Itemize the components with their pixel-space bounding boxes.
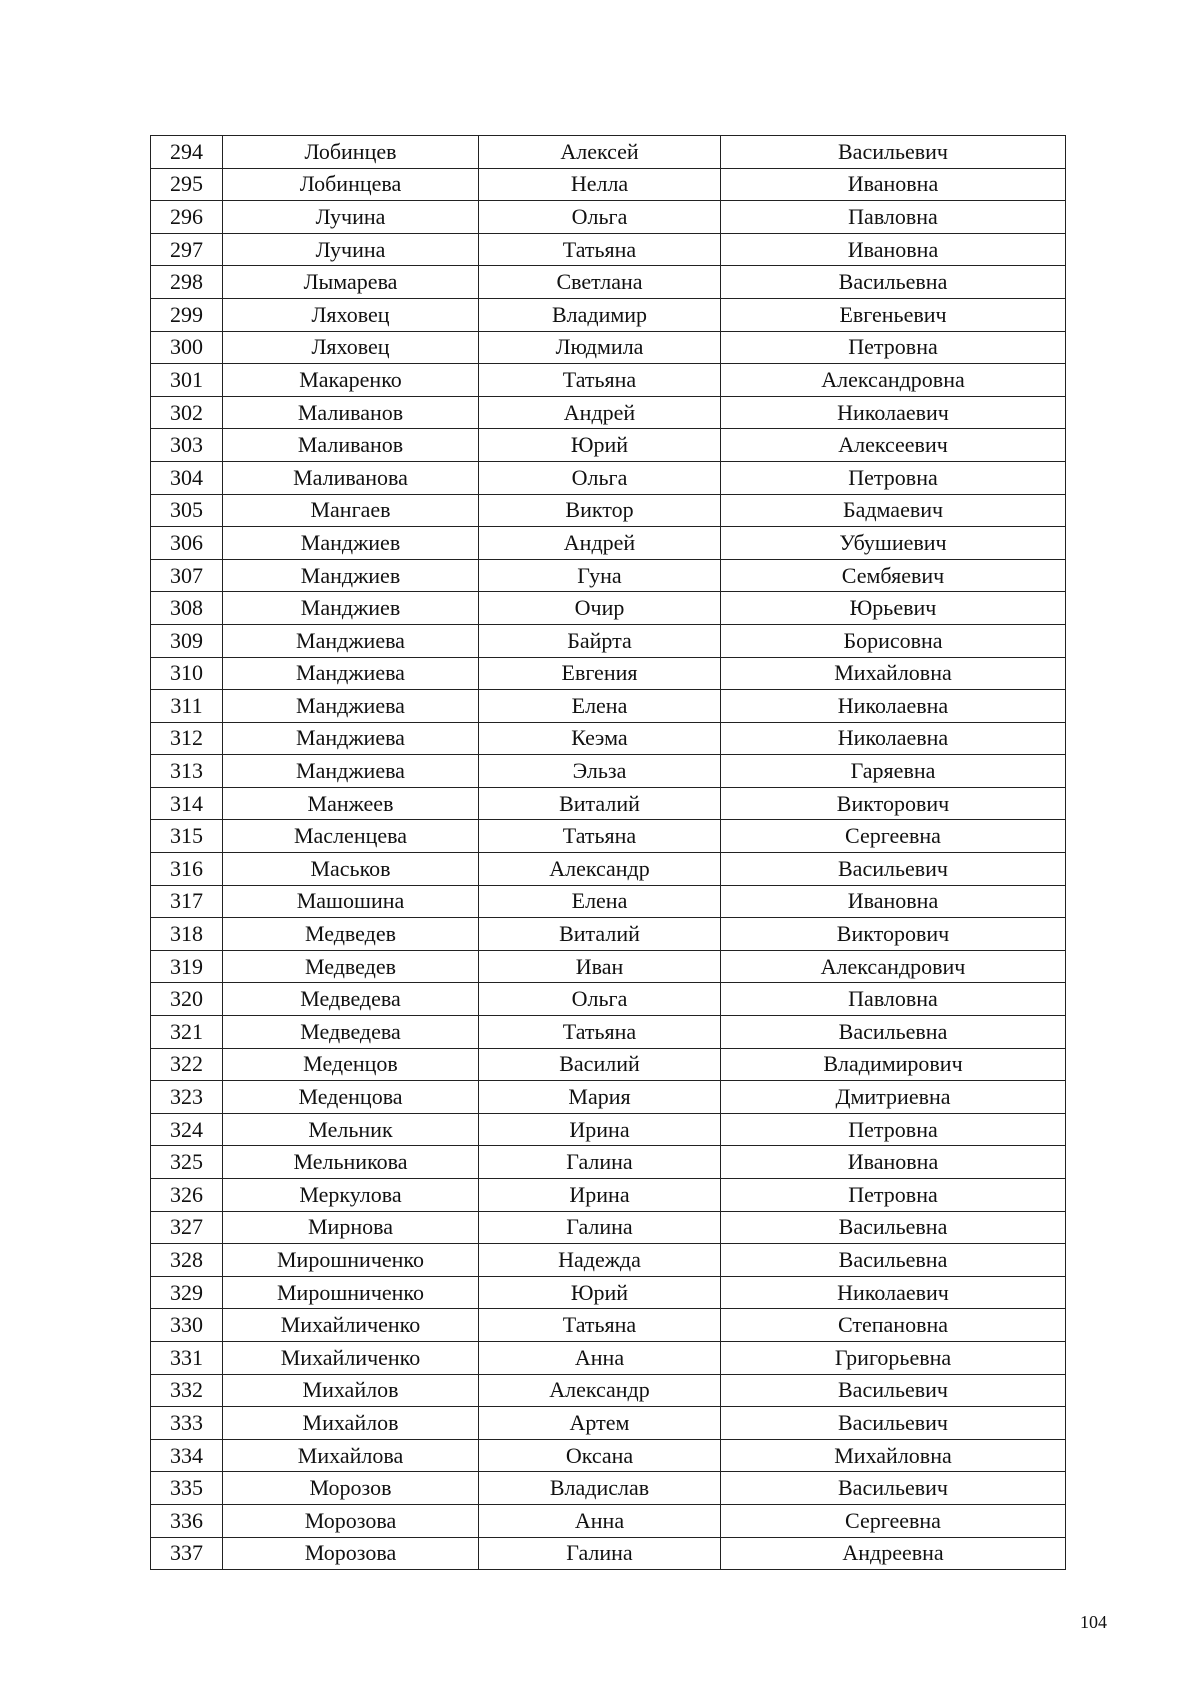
table-row <box>151 624 1066 657</box>
row-number-cell: 306 <box>151 527 223 560</box>
patronymic-cell: Васильевич <box>721 136 1066 169</box>
last-name-cell: Медведев <box>223 950 479 983</box>
first-name-cell: Виталий <box>479 918 721 951</box>
last-name-cell: Мангаев <box>223 494 479 527</box>
table-row <box>151 559 1066 592</box>
first-name-cell: Галина <box>479 1146 721 1179</box>
first-name-cell: Анна <box>479 1504 721 1537</box>
first-name-cell: Евгения <box>479 657 721 690</box>
first-name-cell: Светлана <box>479 266 721 299</box>
last-name-cell: Мирнова <box>223 1211 479 1244</box>
patronymic-cell: Гаряевна <box>721 755 1066 788</box>
table-row <box>151 755 1066 788</box>
first-name-cell: Ирина <box>479 1179 721 1212</box>
patronymic-cell: Павловна <box>721 201 1066 234</box>
first-name-cell: Татьяна <box>479 364 721 397</box>
last-name-cell: Мельникова <box>223 1146 479 1179</box>
table-row <box>151 1276 1066 1309</box>
last-name-cell: Лобинцева <box>223 168 479 201</box>
row-number-cell: 322 <box>151 1048 223 1081</box>
table-row <box>151 1081 1066 1114</box>
table-row <box>151 1374 1066 1407</box>
row-number-cell: 300 <box>151 331 223 364</box>
first-name-cell: Алексей <box>479 136 721 169</box>
last-name-cell: Ляховец <box>223 298 479 331</box>
patronymic-cell: Викторович <box>721 787 1066 820</box>
table-row <box>151 690 1066 723</box>
last-name-cell: Манджиев <box>223 592 479 625</box>
patronymic-cell: Борисовна <box>721 624 1066 657</box>
patronymic-cell: Петровна <box>721 461 1066 494</box>
table-row <box>151 1048 1066 1081</box>
table-row <box>151 983 1066 1016</box>
patronymic-cell: Убушиевич <box>721 527 1066 560</box>
patronymic-cell: Ивановна <box>721 233 1066 266</box>
last-name-cell: Манджиева <box>223 690 479 723</box>
table-row <box>151 1439 1066 1472</box>
row-number-cell: 333 <box>151 1407 223 1440</box>
first-name-cell: Василий <box>479 1048 721 1081</box>
row-number-cell: 320 <box>151 983 223 1016</box>
patronymic-cell: Николаевич <box>721 1276 1066 1309</box>
row-number-cell: 318 <box>151 918 223 951</box>
table-row <box>151 461 1066 494</box>
table-row <box>151 1407 1066 1440</box>
first-name-cell: Александр <box>479 853 721 886</box>
patronymic-cell: Николаевна <box>721 690 1066 723</box>
patronymic-cell: Александровна <box>721 364 1066 397</box>
patronymic-cell: Петровна <box>721 1113 1066 1146</box>
last-name-cell: Михайличенко <box>223 1341 479 1374</box>
last-name-cell: Михайлов <box>223 1407 479 1440</box>
last-name-cell: Маськов <box>223 853 479 886</box>
table-row <box>151 1504 1066 1537</box>
first-name-cell: Артем <box>479 1407 721 1440</box>
first-name-cell: Андрей <box>479 396 721 429</box>
patronymic-cell: Дмитриевна <box>721 1081 1066 1114</box>
last-name-cell: Мирошниченко <box>223 1276 479 1309</box>
last-name-cell: Манджиева <box>223 657 479 690</box>
row-number-cell: 313 <box>151 755 223 788</box>
last-name-cell: Маливанова <box>223 461 479 494</box>
patronymic-cell: Павловна <box>721 983 1066 1016</box>
patronymic-cell: Ивановна <box>721 1146 1066 1179</box>
patronymic-cell: Алексеевич <box>721 429 1066 462</box>
table-row <box>151 918 1066 951</box>
row-number-cell: 319 <box>151 950 223 983</box>
row-number-cell: 308 <box>151 592 223 625</box>
first-name-cell: Галина <box>479 1211 721 1244</box>
table-row <box>151 1341 1066 1374</box>
row-number-cell: 294 <box>151 136 223 169</box>
patronymic-cell: Ивановна <box>721 885 1066 918</box>
table-row <box>151 657 1066 690</box>
patronymic-cell: Петровна <box>721 1179 1066 1212</box>
last-name-cell: Манджиева <box>223 624 479 657</box>
patronymic-cell: Евгеньевич <box>721 298 1066 331</box>
row-number-cell: 321 <box>151 1016 223 1049</box>
row-number-cell: 317 <box>151 885 223 918</box>
table-row <box>151 1016 1066 1049</box>
patronymic-cell: Бадмаевич <box>721 494 1066 527</box>
last-name-cell: Манджиев <box>223 559 479 592</box>
table-row <box>151 396 1066 429</box>
first-name-cell: Мария <box>479 1081 721 1114</box>
row-number-cell: 312 <box>151 722 223 755</box>
first-name-cell: Надежда <box>479 1244 721 1277</box>
row-number-cell: 337 <box>151 1537 223 1570</box>
row-number-cell: 304 <box>151 461 223 494</box>
first-name-cell: Владислав <box>479 1472 721 1505</box>
patronymic-cell: Степановна <box>721 1309 1066 1342</box>
last-name-cell: Макаренко <box>223 364 479 397</box>
first-name-cell: Байрта <box>479 624 721 657</box>
patronymic-cell: Васильевна <box>721 266 1066 299</box>
table-row <box>151 201 1066 234</box>
table-row <box>151 1309 1066 1342</box>
table-row <box>151 266 1066 299</box>
patronymic-cell: Васильевич <box>721 1407 1066 1440</box>
table-row <box>151 1472 1066 1505</box>
first-name-cell: Татьяна <box>479 820 721 853</box>
row-number-cell: 315 <box>151 820 223 853</box>
row-number-cell: 336 <box>151 1504 223 1537</box>
table-row <box>151 233 1066 266</box>
row-number-cell: 327 <box>151 1211 223 1244</box>
patronymic-cell: Михайловна <box>721 1439 1066 1472</box>
patronymic-cell: Сергеевна <box>721 1504 1066 1537</box>
first-name-cell: Виталий <box>479 787 721 820</box>
first-name-cell: Виктор <box>479 494 721 527</box>
patronymic-cell: Сембяевич <box>721 559 1066 592</box>
names-table <box>150 135 1066 1570</box>
last-name-cell: Манжеев <box>223 787 479 820</box>
row-number-cell: 296 <box>151 201 223 234</box>
row-number-cell: 329 <box>151 1276 223 1309</box>
patronymic-cell: Васильевич <box>721 853 1066 886</box>
table-row <box>151 364 1066 397</box>
first-name-cell: Татьяна <box>479 1016 721 1049</box>
last-name-cell: Манджиева <box>223 755 479 788</box>
first-name-cell: Кеэма <box>479 722 721 755</box>
last-name-cell: Лучина <box>223 201 479 234</box>
last-name-cell: Масленцева <box>223 820 479 853</box>
row-number-cell: 303 <box>151 429 223 462</box>
last-name-cell: Михайлова <box>223 1439 479 1472</box>
first-name-cell: Людмила <box>479 331 721 364</box>
last-name-cell: Лымарева <box>223 266 479 299</box>
patronymic-cell: Ивановна <box>721 168 1066 201</box>
patronymic-cell: Васильевна <box>721 1244 1066 1277</box>
table-row <box>151 168 1066 201</box>
table-row <box>151 1244 1066 1277</box>
row-number-cell: 307 <box>151 559 223 592</box>
last-name-cell: Морозова <box>223 1504 479 1537</box>
last-name-cell: Мельник <box>223 1113 479 1146</box>
last-name-cell: Маливанов <box>223 396 479 429</box>
patronymic-cell: Петровна <box>721 331 1066 364</box>
patronymic-cell: Васильевна <box>721 1211 1066 1244</box>
last-name-cell: Меркулова <box>223 1179 479 1212</box>
last-name-cell: Меденцов <box>223 1048 479 1081</box>
patronymic-cell: Юрьевич <box>721 592 1066 625</box>
first-name-cell: Эльза <box>479 755 721 788</box>
row-number-cell: 301 <box>151 364 223 397</box>
patronymic-cell: Григорьевна <box>721 1341 1066 1374</box>
last-name-cell: Медведева <box>223 1016 479 1049</box>
patronymic-cell: Михайловна <box>721 657 1066 690</box>
table-row <box>151 494 1066 527</box>
first-name-cell: Юрий <box>479 429 721 462</box>
table-row <box>151 1179 1066 1212</box>
last-name-cell: Михайлов <box>223 1374 479 1407</box>
table-row <box>151 429 1066 462</box>
last-name-cell: Лобинцев <box>223 136 479 169</box>
last-name-cell: Маливанов <box>223 429 479 462</box>
patronymic-cell: Александрович <box>721 950 1066 983</box>
last-name-cell: Михайличенко <box>223 1309 479 1342</box>
table-row <box>151 1211 1066 1244</box>
row-number-cell: 295 <box>151 168 223 201</box>
table-row <box>151 331 1066 364</box>
first-name-cell: Ирина <box>479 1113 721 1146</box>
table-row <box>151 1146 1066 1179</box>
row-number-cell: 309 <box>151 624 223 657</box>
last-name-cell: Ляховец <box>223 331 479 364</box>
first-name-cell: Татьяна <box>479 233 721 266</box>
patronymic-cell: Сергеевна <box>721 820 1066 853</box>
patronymic-cell: Андреевна <box>721 1537 1066 1570</box>
table-row <box>151 298 1066 331</box>
table-row <box>151 527 1066 560</box>
row-number-cell: 330 <box>151 1309 223 1342</box>
last-name-cell: Манджиева <box>223 722 479 755</box>
row-number-cell: 324 <box>151 1113 223 1146</box>
row-number-cell: 325 <box>151 1146 223 1179</box>
first-name-cell: Гуна <box>479 559 721 592</box>
first-name-cell: Владимир <box>479 298 721 331</box>
last-name-cell: Морозов <box>223 1472 479 1505</box>
row-number-cell: 297 <box>151 233 223 266</box>
patronymic-cell: Владимирович <box>721 1048 1066 1081</box>
table-row <box>151 592 1066 625</box>
patronymic-cell: Николаевич <box>721 396 1066 429</box>
row-number-cell: 323 <box>151 1081 223 1114</box>
first-name-cell: Ольга <box>479 201 721 234</box>
first-name-cell: Оксана <box>479 1439 721 1472</box>
row-number-cell: 326 <box>151 1179 223 1212</box>
table-row <box>151 787 1066 820</box>
row-number-cell: 331 <box>151 1341 223 1374</box>
first-name-cell: Татьяна <box>479 1309 721 1342</box>
row-number-cell: 302 <box>151 396 223 429</box>
last-name-cell: Медведева <box>223 983 479 1016</box>
row-number-cell: 299 <box>151 298 223 331</box>
last-name-cell: Медведев <box>223 918 479 951</box>
last-name-cell: Морозова <box>223 1537 479 1570</box>
row-number-cell: 316 <box>151 853 223 886</box>
first-name-cell: Анна <box>479 1341 721 1374</box>
first-name-cell: Галина <box>479 1537 721 1570</box>
last-name-cell: Манджиев <box>223 527 479 560</box>
table-row <box>151 722 1066 755</box>
first-name-cell: Юрий <box>479 1276 721 1309</box>
table-row <box>151 1113 1066 1146</box>
first-name-cell: Елена <box>479 885 721 918</box>
first-name-cell: Нелла <box>479 168 721 201</box>
row-number-cell: 334 <box>151 1439 223 1472</box>
last-name-cell: Лучина <box>223 233 479 266</box>
names-table-body <box>151 136 1066 1570</box>
table-row <box>151 820 1066 853</box>
row-number-cell: 335 <box>151 1472 223 1505</box>
row-number-cell: 305 <box>151 494 223 527</box>
patronymic-cell: Николаевна <box>721 722 1066 755</box>
last-name-cell: Машошина <box>223 885 479 918</box>
row-number-cell: 298 <box>151 266 223 299</box>
first-name-cell: Андрей <box>479 527 721 560</box>
page-number: 104 <box>1080 1612 1107 1632</box>
first-name-cell: Елена <box>479 690 721 723</box>
table-row <box>151 950 1066 983</box>
last-name-cell: Меденцова <box>223 1081 479 1114</box>
first-name-cell: Александр <box>479 1374 721 1407</box>
patronymic-cell: Викторович <box>721 918 1066 951</box>
first-name-cell: Ольга <box>479 461 721 494</box>
row-number-cell: 310 <box>151 657 223 690</box>
row-number-cell: 332 <box>151 1374 223 1407</box>
row-number-cell: 314 <box>151 787 223 820</box>
first-name-cell: Очир <box>479 592 721 625</box>
table-row <box>151 136 1066 169</box>
first-name-cell: Ольга <box>479 983 721 1016</box>
table-row <box>151 1537 1066 1570</box>
table-row <box>151 853 1066 886</box>
patronymic-cell: Васильевна <box>721 1016 1066 1049</box>
patronymic-cell: Васильевич <box>721 1374 1066 1407</box>
last-name-cell: Мирошниченко <box>223 1244 479 1277</box>
patronymic-cell: Васильевич <box>721 1472 1066 1505</box>
row-number-cell: 328 <box>151 1244 223 1277</box>
table-row <box>151 885 1066 918</box>
first-name-cell: Иван <box>479 950 721 983</box>
row-number-cell: 311 <box>151 690 223 723</box>
